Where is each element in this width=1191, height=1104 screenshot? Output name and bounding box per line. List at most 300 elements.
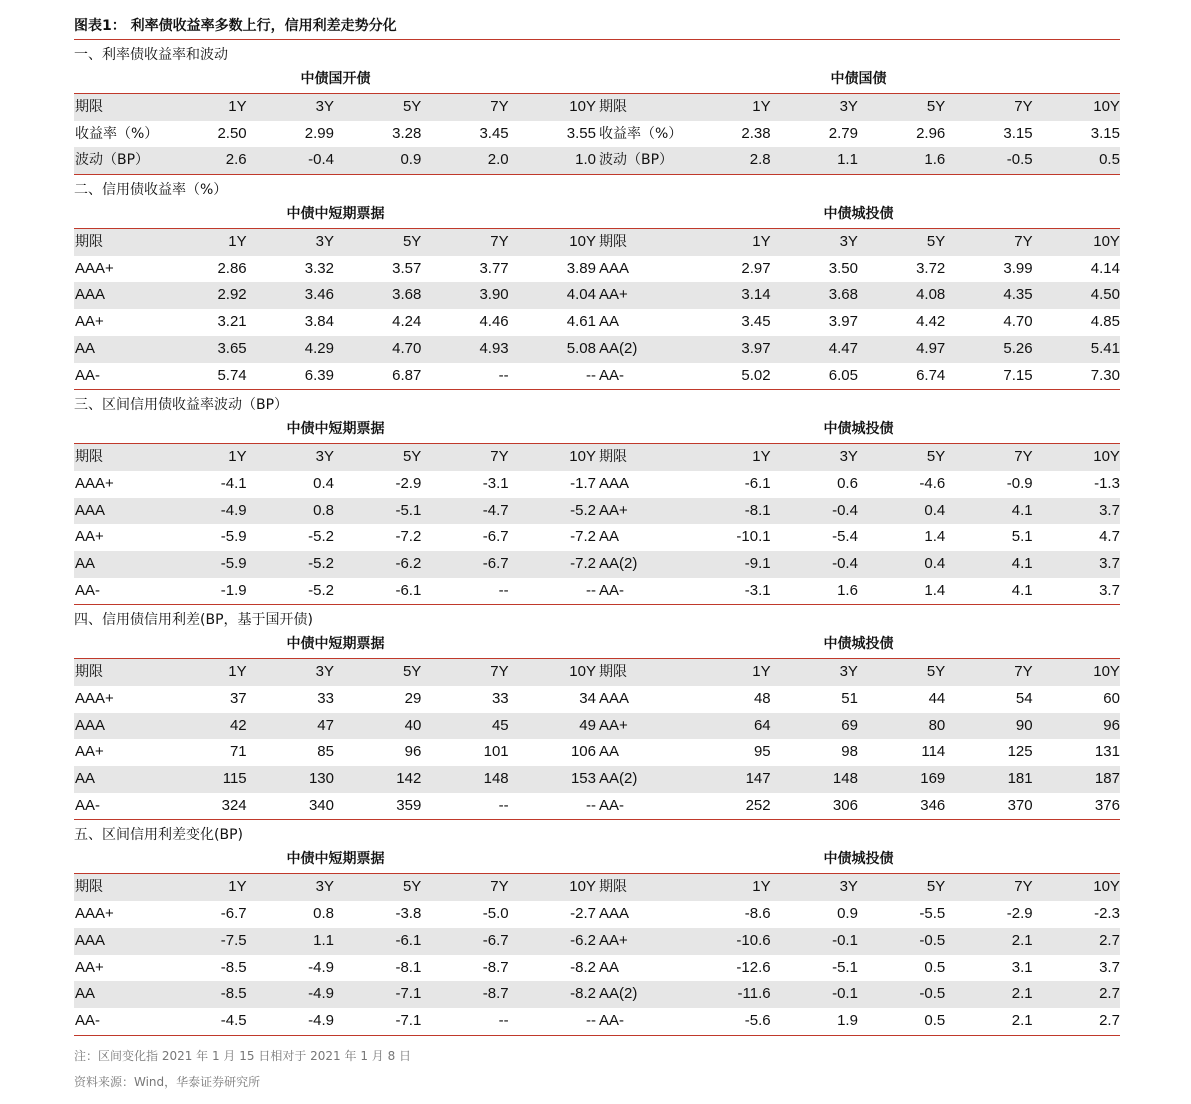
row-label: AAA [75,501,106,519]
table-cell: 44 [928,690,946,707]
table-cell: -5.0 [482,905,509,923]
table-cell: 3.68 [392,286,422,304]
table-cell: 69 [841,716,858,734]
table-cell: 130 [308,770,334,788]
table-cell: 0.9 [837,905,858,923]
table-cell: -2.3 [1094,905,1120,923]
table-cell: 29 [404,690,422,707]
table-cell: 1.6 [924,151,946,169]
table-cell: 148 [483,770,509,788]
table-cell: -4.9 [220,501,247,519]
row-label: 期限 [598,99,627,115]
table-cell: 3Y [315,98,334,115]
table-cell: 5Y [926,233,946,251]
group-header: 中债中短期票据 [286,206,385,223]
table-cell: -6.1 [744,474,771,492]
table-cell: 131 [1094,743,1120,761]
group-header: 中债中短期票据 [286,636,385,653]
table-cell: 3Y [315,663,334,681]
table-cell: -11.6 [737,985,771,1003]
row-label: 期限 [75,234,103,251]
table-cell: 0.4 [924,554,946,572]
table-cell: -5.2 [308,528,334,546]
table-cell: -8.5 [220,985,247,1003]
row-label: AA(2) [598,985,638,1003]
row-label: AA [75,554,96,572]
row-label: AAA+ [75,474,114,492]
table-cell: 1.6 [837,581,858,599]
table-cell: 1Y [752,878,771,896]
group-header-row [74,66,1120,94]
row-label: AA- [598,581,624,599]
table-cell: -5.1 [395,501,422,519]
table-cell: -6.1 [395,581,422,599]
table-cell: 4.1 [1011,554,1033,572]
group-header-row [74,631,1120,659]
table-cell: -7.5 [220,931,247,949]
table-cell: 3.57 [392,259,422,277]
table-header-row [74,659,1120,686]
section-title: 五、区间信用利差变化(BP) [74,827,243,844]
row-label: 期限 [75,879,103,896]
row-label: AA+ [598,501,628,519]
table-cell: -8.7 [482,985,509,1003]
table-cell: 0.6 [837,474,858,492]
table-cell: 95 [753,743,771,761]
table-row [74,309,1120,336]
table-cell: -6.7 [482,931,509,949]
table-cell: -5.2 [308,581,334,599]
table-cell: 3Y [839,878,858,896]
table-row [74,336,1120,363]
group-header: 中债中短期票据 [286,851,385,868]
table-cell: 1.9 [837,1011,858,1029]
table-row [74,524,1120,551]
table-cell: 10Y [1093,448,1120,466]
row-label: 期限 [598,879,627,896]
table-cell: -10.6 [736,931,771,949]
table-cell: -3.8 [395,905,422,923]
table-cell: 51 [841,690,858,707]
table-cell: 2.50 [217,124,247,142]
table-cell: 5.41 [1090,339,1120,357]
figure-title: 图表1： 利率债收益率多数上行，信用利差走势分化 [74,14,1120,40]
table-cell: 4.29 [304,339,334,357]
table-cell: 33 [491,690,509,707]
figure [74,14,1120,1092]
table-cell: -6.2 [395,554,422,572]
table-cell: 3Y [839,448,858,466]
table-cell: 3.14 [741,286,771,304]
table-cell: 2.1 [1011,931,1033,949]
group-header: 中债中短期票据 [286,421,385,438]
table-cell: -4.9 [308,1011,334,1029]
row-label: AA [75,339,96,357]
table-cell: -7.1 [395,985,422,1003]
table-cell: 1Y [228,663,247,681]
section-title: 一、利率债收益率和波动 [74,47,228,63]
table-cell: 4.42 [916,313,946,331]
footnote: 注：区间变化指 2021 年 1 月 15 日相对于 2021 年 1 月 8 日 [74,1048,412,1063]
table-row [74,147,1120,175]
table-row [74,713,1120,740]
table-cell: 4.7 [1099,528,1120,546]
group-header: 中债城投债 [823,636,894,653]
table-cell: 0.5 [924,1011,946,1029]
section-1 [74,40,1120,175]
section-5 [74,820,1120,1035]
table-cell: 115 [222,770,247,788]
table-cell: 3Y [839,233,858,251]
table-cell: -- [585,366,596,384]
row-label: 期限 [598,234,627,251]
group-header: 中债城投债 [823,421,894,438]
table-cell: 1Y [752,98,771,115]
row-label: 收益率（%） [75,125,159,142]
table-cell: 3.72 [916,259,946,277]
table-row [74,901,1120,928]
table-cell: 5.08 [566,339,596,357]
row-label: AA [598,313,619,331]
row-label: AA [75,770,96,788]
table-cell: 4.93 [479,339,509,357]
table-cell: -6.2 [570,931,596,949]
table-cell: 1.4 [924,581,946,599]
row-label: 期限 [598,449,627,466]
table-cell: -6.1 [395,931,422,949]
table-cell: 101 [483,743,509,761]
group-header: 中债城投债 [823,851,894,868]
table-cell: 4.04 [566,286,596,304]
row-label: AA+ [598,931,628,949]
table-cell: 4.97 [916,339,946,357]
section-title: 三、区间信用债收益率波动（BP） [74,397,289,414]
table-cell: 306 [832,796,858,814]
table-cell: 10Y [569,448,596,466]
table-row [74,793,1120,821]
table-row [74,121,1120,148]
table-cell: 2.1 [1011,985,1033,1003]
table-row [74,739,1120,766]
table-cell: 3.50 [828,259,858,277]
table-cell: 33 [317,690,334,707]
table-cell: 10Y [1093,878,1120,896]
table-cell: -0.5 [919,931,946,949]
table-cell: 4.47 [828,339,858,357]
table-row [74,981,1120,1008]
table-cell: 37 [229,690,247,707]
table-cell: 3.1 [1011,958,1033,976]
row-label: AA+ [75,958,104,976]
table-cell: 90 [1015,716,1033,734]
table-cell: 4.08 [916,286,946,304]
table-cell: -2.9 [1006,905,1033,923]
table-cell: 5Y [402,448,422,466]
table-cell: 98 [841,743,858,761]
table-cell: 3.68 [828,286,858,304]
table-cell: 1.0 [575,151,596,169]
table-cell: 0.8 [313,905,334,923]
table-cell: -3.1 [482,474,509,492]
table-cell: -4.7 [482,501,509,519]
row-label: AA [598,958,619,976]
table-cell: -4.9 [308,958,334,976]
table-cell: 2.97 [741,259,771,277]
table-row [74,955,1120,982]
table-cell: 80 [928,716,946,734]
table-cell: 324 [221,796,247,814]
section-2 [74,175,1120,390]
table-cell: 3.28 [392,124,422,142]
table-cell: 125 [1007,743,1033,761]
row-label: AA- [75,796,101,814]
table-cell: 7Y [490,448,509,466]
table-cell: 3.7 [1099,581,1120,599]
table-cell: -3.1 [744,581,771,599]
table-cell: -4.6 [919,474,946,492]
table-cell: -8.2 [570,958,596,976]
table-cell: 7Y [1014,98,1033,115]
table-cell: 187 [1094,770,1120,788]
table-cell: 48 [753,690,771,707]
table-cell: 7Y [490,233,509,251]
table-row [74,766,1120,793]
row-label: 收益率（%） [598,125,683,142]
table-cell: -- [585,1011,596,1029]
table-cell: 54 [1015,690,1033,707]
table-cell: 376 [1094,796,1120,814]
table-cell: -1.9 [220,581,247,599]
table-cell: 5Y [402,663,422,681]
table-cell: 153 [570,770,596,788]
section-3 [74,390,1120,605]
table-row [74,498,1120,525]
table-cell: 3.99 [1003,259,1033,277]
table-cell: -8.2 [570,985,596,1003]
row-label: AA- [598,796,624,814]
table-cell: 2.1 [1011,1011,1033,1029]
table-cell: 2.92 [217,286,247,304]
table-cell: 2.7 [1099,1011,1120,1029]
table-cell: 7Y [1014,448,1033,466]
table-cell: -7.2 [570,554,596,572]
table-cell: 45 [491,716,509,734]
table-cell: 4.14 [1090,259,1120,277]
table-cell: 3Y [839,663,858,681]
table-cell: 6.74 [916,366,946,384]
table-cell: 3.45 [741,313,771,331]
table-cell: 2.7 [1099,931,1120,949]
row-label: 期限 [75,99,103,115]
source-note: 资料来源：Wind，华泰证券研究所 [74,1074,261,1089]
table-cell: -8.1 [395,958,422,976]
table-cell: 47 [317,716,334,734]
table-row [74,928,1120,955]
table-cell: 4.50 [1090,286,1120,304]
table-cell: 169 [920,770,946,788]
row-label: AA+ [75,528,104,546]
table-cell: 40 [404,716,422,734]
table-cell: 6.39 [304,366,334,384]
table-cell: 1Y [752,233,771,251]
table-cell: -0.1 [832,931,858,949]
table-cell: -5.6 [744,1011,771,1029]
table-cell: 3.7 [1099,958,1120,976]
table-cell: 5.26 [1003,339,1033,357]
table-header-row [74,229,1120,256]
table-cell: 3.89 [566,259,596,277]
table-cell: -12.6 [736,958,771,976]
table-cell: 1Y [228,448,247,466]
table-cell: 3.77 [479,259,509,277]
table-cell: 3Y [315,878,334,896]
table-cell: 10Y [1093,233,1120,251]
table-cell: -5.2 [308,554,334,572]
table-cell: -8.7 [482,958,509,976]
table-cell: 340 [308,796,334,814]
table-cell: 3.90 [479,286,509,304]
table-cell: 4.1 [1011,501,1033,519]
table-cell: 3.55 [566,124,596,142]
row-label: AA [75,985,96,1003]
table-cell: 7Y [490,878,509,896]
table-cell: 6.87 [392,366,422,384]
table-cell: -1.7 [570,474,596,492]
table-cell: 1Y [228,878,247,896]
table-cell: 5Y [926,663,946,681]
section-title: 二、信用债收益率（%） [74,182,228,199]
table-cell: 60 [1103,690,1120,707]
table-cell: 7Y [1014,878,1033,896]
table-cell: 3.21 [217,313,247,331]
table-cell: 4.24 [392,313,422,331]
table-cell: 4.35 [1003,286,1033,304]
table-cell: 2.99 [304,124,334,142]
table-cell: 252 [745,796,771,814]
row-label: AA- [75,581,101,599]
table-cell: -0.5 [919,985,946,1003]
table-cell: -5.2 [570,501,596,519]
table-cell: 3.15 [1003,124,1033,142]
table-cell: -4.1 [220,474,247,492]
table-cell: -8.1 [744,501,771,519]
table-cell: 64 [753,716,771,734]
row-label: AAA [75,716,106,734]
row-label: AA- [598,1011,624,1029]
table-cell: -6.7 [220,905,247,923]
table-cell: 0.5 [1099,151,1120,169]
table-cell: 5Y [402,233,422,251]
table-cell: 10Y [569,233,596,251]
table-cell: 114 [921,743,946,761]
table-cell: 3.46 [304,286,334,304]
table-row [74,471,1120,498]
row-label: AA(2) [598,339,638,357]
row-label: 波动（BP） [75,152,150,169]
table-cell: 2.0 [487,151,509,169]
table-row [74,578,1120,606]
table-cell: 10Y [1093,98,1120,115]
table-cell: -10.1 [736,528,771,546]
table-cell: 3.32 [304,259,334,277]
table-cell: 2.86 [217,259,247,277]
table-cell: 5.1 [1011,528,1033,546]
row-label: AA+ [598,716,628,734]
table-cell: -6.7 [482,554,509,572]
table-cell: 7Y [1014,663,1033,681]
table-cell: 0.4 [313,474,334,492]
table-cell: 3.7 [1099,554,1120,572]
table-cell: 3.45 [479,124,509,142]
table-cell: 3Y [315,448,334,466]
group-header: 中债国开债 [300,71,371,87]
table-cell: -2.7 [570,905,596,923]
table-cell: 5Y [402,878,422,896]
table-cell: 3.84 [304,313,334,331]
table-cell: -7.2 [570,528,596,546]
table-cell: -- [498,1011,509,1029]
sections-container [74,40,1120,1036]
row-label: 期限 [75,664,103,681]
table-cell: 1.1 [313,931,334,949]
table-cell: 1Y [228,98,247,115]
table-cell: 2.8 [749,151,771,169]
table-cell: 96 [1103,716,1120,734]
table-cell: -7.1 [395,1011,422,1029]
table-cell: 7Y [1014,233,1033,251]
table-cell: 3.97 [741,339,771,357]
row-label: AAA [598,690,629,707]
table-cell: 4.1 [1011,581,1033,599]
table-cell: -7.2 [395,528,422,546]
table-cell: -2.9 [395,474,422,492]
table-cell: -- [498,366,509,384]
row-label: AAA [598,474,629,492]
table-cell: 1Y [228,233,247,251]
table-cell: 142 [396,770,422,788]
table-cell: -0.5 [1006,151,1033,169]
table-cell: -- [585,796,596,814]
row-label: AA [598,528,619,546]
row-label: 期限 [75,449,103,466]
table-cell: 5.02 [741,366,771,384]
table-cell: 4.70 [1003,313,1033,331]
table-cell: 7Y [490,663,509,681]
table-cell: 42 [229,716,247,734]
table-cell: 7.30 [1090,366,1120,384]
table-cell: -4.9 [308,985,334,1003]
table-cell: -5.5 [919,905,946,923]
table-cell: -0.4 [308,151,334,169]
row-label: AAA [598,259,629,277]
table-cell: -- [585,581,596,599]
table-cell: -- [498,796,509,814]
table-cell: 85 [317,743,334,761]
table-cell: 370 [1007,796,1033,814]
table-header-row [74,94,1120,121]
table-row [74,256,1120,283]
table-cell: 4.61 [566,313,596,331]
table-cell: 0.4 [924,501,946,519]
table-cell: -1.3 [1094,474,1120,492]
table-cell: 2.6 [225,151,247,169]
table-cell: 4.70 [392,339,422,357]
group-header: 中债国债 [830,71,887,87]
table-cell: 4.85 [1090,313,1120,331]
row-label: AAA+ [75,690,114,707]
table-header-row [74,444,1120,471]
table-cell: 3.97 [828,313,858,331]
